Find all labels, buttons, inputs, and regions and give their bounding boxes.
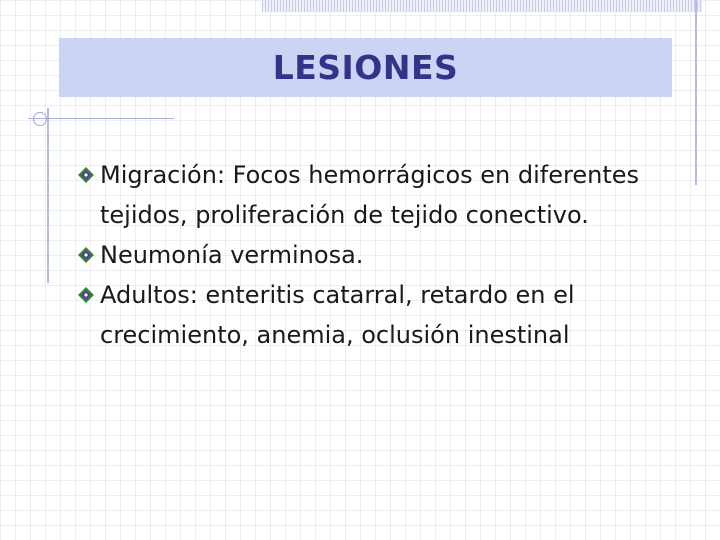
bullet-item	[78, 275, 688, 355]
top-decorative-stripe	[262, 0, 702, 12]
bullet-text: Adultos: enteritis catarral, retardo en el crecimiento, anemia, oclusión inestinal	[100, 281, 575, 349]
diamond-bullet-icon	[78, 247, 94, 263]
horizontal-decorative-line	[28, 118, 174, 119]
title-bar	[59, 38, 672, 97]
left-decorative-line	[47, 108, 49, 283]
bullet-item	[78, 235, 688, 275]
bullet-list	[78, 155, 688, 355]
slide-title: LESIONES	[272, 48, 459, 87]
crosshair-icon	[33, 112, 47, 126]
right-decorative-line	[695, 0, 697, 185]
diamond-bullet-icon	[78, 287, 94, 303]
bullet-text: Neumonía verminosa.	[100, 241, 364, 269]
diamond-bullet-icon	[78, 167, 94, 183]
bullet-text: Migración: Focos hemorrágicos en diferentes tejidos, proliferación de tejido conectivo.	[100, 161, 639, 229]
bullet-item	[78, 155, 688, 235]
